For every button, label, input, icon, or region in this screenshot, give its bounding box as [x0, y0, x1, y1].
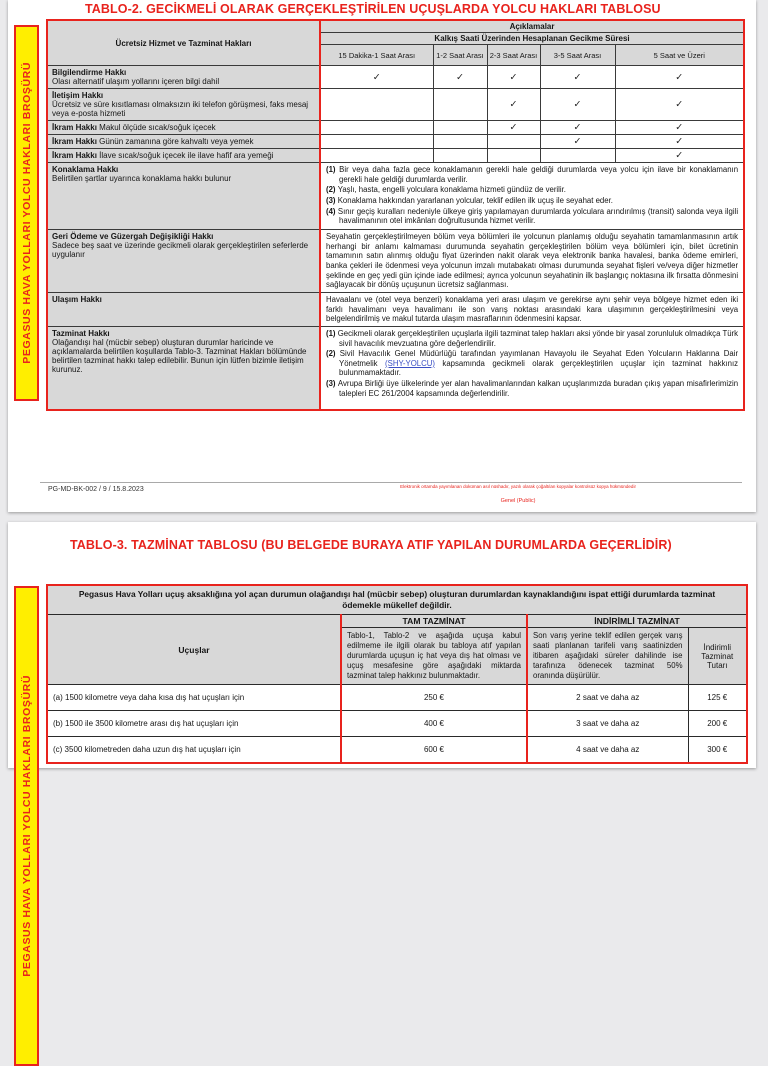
check-cell: ✓: [615, 135, 744, 149]
explanation-cell: [320, 229, 744, 292]
reduced-compensation-desc: Son varış yerine teklif edilen gerçek varış saati planlanan tarifeli varış saatinizden itibaren aşağıdaki süreler dahilinde ise tarafınıza ödenecek tazminat 50% oranında düşürülür.: [527, 627, 688, 685]
right-label-cell: [47, 121, 320, 135]
compensation-table: [46, 584, 748, 764]
document-page-1: [8, 0, 756, 512]
item-text: Avrupa Birliği üye ülkelerinde yer alan havalimanlarından kalkan uçuşlarımızda buradan çıkış yapan misafirlerimizin talepleri EC 261/2004 kapsamında değerlendirilir.: [337, 379, 739, 398]
right-row-konaklama: [47, 163, 744, 230]
right-desc: Makul ölçüde sıcak/soğuk içecek: [99, 123, 216, 132]
check-cell: ✓: [487, 66, 540, 89]
item-text: Gecikmeli olarak gerçekleştirilen uçuşlarla ilgili tazminat talep hakları aksi yönde bir yasal zorunluluk olmadıkça Türk sivil havacılık mevzuatına göre değerlendirilir.: [337, 328, 739, 348]
right-desc: Olağandışı hal (mücbir sebep) oluşturan durumlar haricinde ve açıklamalarda belirtilen koşullarda Tablo-3. Tazminat Hakları bölümünde belirtilen tazminat hakkı talep edilebilir. Bunun için lütfen bizimle iletişim kurunuz.: [52, 337, 307, 374]
check-cell: [433, 121, 487, 135]
numbered-item: [326, 196, 738, 206]
right-label-cell: [47, 326, 320, 410]
reduced-compensation-header: İNDİRİMLİ TAZMİNAT: [527, 614, 747, 627]
sidebar-banner: [14, 586, 39, 1066]
footer-divider: [40, 482, 742, 483]
right-desc: Olası alternatif ulaşım yollarını içeren bilgi dahil: [52, 77, 220, 86]
kalkis-header: Kalkış Saati Üzerinden Hesaplanan Gecikme Süresi: [320, 33, 744, 45]
check-cell: [433, 135, 487, 149]
numbered-item: [326, 349, 738, 378]
item-text: kapsamında gecikmeli olarak gerçekleştirilen uçuşlar için tazminat hakkınız bulunmamaktadır.: [339, 358, 739, 378]
check-cell: ✓: [540, 135, 615, 149]
table2-title: TABLO-2. GECİKMELİ OLARAK GERÇEKLEŞTİRİLEN UÇUŞLARDA YOLCU HAKLARI TABLOSU: [85, 2, 661, 16]
numbered-item: [326, 379, 738, 398]
check-cell: [540, 149, 615, 163]
reduced-amount-cell: 200 €: [688, 711, 747, 737]
table-row: [47, 737, 747, 763]
right-title: Konaklama Hakkı: [52, 165, 119, 174]
sidebar-banner-text: PEGASUS HAVA YOLLARI YOLCU HAKLARI BROŞÜRÜ: [20, 675, 33, 977]
right-row-geri-odeme: [47, 229, 744, 292]
item-text: Konaklama hakkından yararlanan yolcular, teklif edilen ilk uçuş ile seyahat eder.: [337, 195, 613, 205]
check-cell: [320, 149, 433, 163]
right-label-cell: [47, 229, 320, 292]
item-number: (1): [326, 165, 340, 174]
reduced-amount-cell: 125 €: [688, 685, 747, 711]
right-row-ulasim: [47, 292, 744, 326]
flight-category-cell: (b) 1500 ile 3500 kilometre arası dış hat uçuşları için: [47, 711, 341, 737]
right-label-cell: [47, 89, 320, 121]
item-text: Yaşlı, hasta, engelli yolculara konaklama hizmeti gündüz de verilir.: [337, 185, 566, 195]
footer-notice: Elektronik ortamda yayımlanan doküman asıl nüshadır, yazılı olarak çoğaltılan kopyalar kontrolsüz kopya hükmündedir: [400, 484, 636, 489]
delay-col-header: 3-5 Saat Arası: [540, 45, 615, 66]
numbered-item: [326, 185, 738, 195]
classification-label: Genel (Public): [500, 498, 536, 504]
intro-row: [47, 585, 747, 614]
right-row-iletisim: [47, 89, 744, 121]
time-window-cell: 2 saat ve daha az: [527, 685, 688, 711]
delay-col-header: 15 Dakika-1 Saat Arası: [320, 45, 433, 66]
right-title: Bilgilendirme Hakkı: [52, 68, 127, 77]
right-label-cell: [47, 135, 320, 149]
check-cell: ✓: [540, 121, 615, 135]
right-title: Tazminat Hakkı: [52, 328, 110, 338]
flights-header: Uçuşlar: [47, 614, 341, 685]
full-amount-cell: 400 €: [341, 711, 527, 737]
full-amount-cell: 600 €: [341, 737, 527, 763]
check-cell: [320, 135, 433, 149]
check-cell: ✓: [540, 89, 615, 121]
check-cell: ✓: [487, 121, 540, 135]
reduced-amount-cell: 300 €: [688, 737, 747, 763]
check-cell: ✓: [433, 66, 487, 89]
reduced-amount-header: İndirimli Tazminat Tutarı: [688, 627, 747, 685]
check-cell: [487, 149, 540, 163]
delay-col-header: 5 Saat ve Üzeri: [615, 45, 744, 66]
sidebar-banner-text: PEGASUS HAVA YOLLARI YOLCU HAKLARI BROŞÜRÜ: [20, 62, 33, 364]
shy-yolcu-link[interactable]: (SHY-YOLCU): [385, 358, 435, 368]
delay-col-header: 1-2 Saat Arası: [433, 45, 487, 66]
item-number: (3): [326, 379, 338, 389]
right-desc: Günün zamanına göre kahvaltı veya yemek: [99, 137, 254, 146]
explanation-cell: [320, 292, 744, 326]
numbered-item: [326, 165, 738, 184]
item-number: (1): [326, 328, 338, 338]
intro-cell: Pegasus Hava Yolları uçuş aksaklığına yol açan durumun olağandışı hal (mücbir sebep) oluşturan durumlardan kaynaklandığını ispat ettiği durumlarda tazminat ödemekle mükellef değildir.: [47, 585, 747, 614]
item-text: Sınır geçiş kuralları nedeniyle ülkeye giriş yapılamayan durumlarda yolculara arındırılmış (transit) salonda veya ilgili havalimanının otel imkânları doğrultusunda hizmet verilir.: [337, 206, 739, 226]
item-number: (4): [326, 206, 338, 216]
check-cell: [433, 89, 487, 121]
time-window-cell: 4 saat ve daha az: [527, 737, 688, 763]
full-compensation-header: TAM TAZMİNAT: [341, 614, 527, 627]
right-desc: Sadece beş saat ve üzerinde gecikmeli olarak gerçekleştirilen seferlerde uygulanır: [52, 240, 309, 259]
table-row: [47, 685, 747, 711]
check-cell: [433, 149, 487, 163]
explanation-cell: [320, 163, 744, 230]
flight-category-cell: (a) 1500 kilometre veya daha kısa dış hat uçuşları için: [47, 685, 341, 711]
flight-category-cell: (c) 3500 kilometreden daha uzun dış hat uçuşları için: [47, 737, 341, 763]
full-amount-cell: 250 €: [341, 685, 527, 711]
table-header-row: [47, 20, 744, 33]
left-column-header: Ücretsiz Hizmet ve Tazminat Hakları: [47, 20, 320, 66]
right-title: İkram Hakkı: [52, 123, 97, 132]
right-label-cell: [47, 66, 320, 89]
explanation-paragraph: Havaalanı ve (otel veya benzeri) konaklama yeri arası ulaşım ve gerekirse aynı şehir veya bölgeye hizmet eden iki farklı havalimanı veya havalimanı ile son varış noktası arasındaki kara ulaşımının gerçekleştirilmesini veya belgelendirilmiş ve makul tutarda ulaşım masraflarının ödenmesini kapsar.: [326, 294, 739, 324]
right-row-ikram-2: [47, 135, 744, 149]
right-label-cell: [47, 163, 320, 230]
item-text: Sivil Havacılık Genel Müdürlüğü tarafından yayımlanan Havayolu ile Seyahat Eden Yolcuların Haklarına Dair Yönetmelik: [339, 349, 739, 368]
right-label-cell: [47, 292, 320, 326]
right-title: İletişim Hakkı: [52, 91, 104, 100]
check-cell: [320, 89, 433, 121]
right-row-tazminat: [47, 326, 744, 410]
right-row-ikram-3: [47, 149, 744, 163]
item-number: (3): [326, 195, 338, 205]
right-desc: Ücretsiz ve süre kısıtlaması olmaksızın iki telefon görüşmesi, faks mesaj veya e-posta hizmeti: [52, 100, 309, 118]
full-compensation-desc: Tablo-1, Tablo-2 ve aşağıda uçuşa kabul edilmeme ile ilgili olarak bu tabloya atıf yapılan durumlarda uçuşun iç hat veya dış hat olması ve uçuş mesafesine göre aşağıdaki miktarda tazminat talep hakkınız bulunmaktadır.: [341, 627, 527, 685]
right-desc: İlave sıcak/soğuk içecek ile ilave hafif ara yemeği: [99, 151, 274, 160]
check-cell: ✓: [540, 66, 615, 89]
check-cell: ✓: [487, 89, 540, 121]
check-cell: [487, 135, 540, 149]
sidebar-banner: [14, 25, 39, 401]
check-cell: ✓: [320, 66, 433, 89]
right-title: İkram Hakkı: [52, 137, 97, 146]
right-title: Ulaşım Hakkı: [52, 294, 102, 304]
right-row-ikram-1: [47, 121, 744, 135]
right-title: İkram Hakkı: [52, 151, 97, 160]
table-row: [47, 711, 747, 737]
explanation-paragraph: Seyahatin gerçekleştirilmeyen bölüm veya bölümleri ile yolcunun planlamış olduğu seyahatin tamamlanmasının artık herhangi bir anlamı kalmaması durumunda seyahatin gerçekleştirilen bölüm veya bölümleri için, bilet ücretinin tamamının satın alınmış olduğu fiyat üzerinden nakit olarak veya elektronik banka havalesi, banka ödeme emirleri, banka çekleri ile ödenmesi veya yolcunun imzalı mutabakatı olması durumunda seyahat fişleri ve/veya diğer hizmetler şeklinde en geç yedi gün içinde iade edilmesi; ayrıca yolcunun seyahatinin ilk başlangıç noktasına ilk fırsatta dönmesini sağlayacak bir dönüş uçuşunun ücretsiz sağlanması.: [326, 231, 739, 290]
document-page-2: [8, 522, 756, 977]
numbered-item: [326, 207, 738, 226]
item-text: Bir veya daha fazla gece konaklamanın gerekli hale geldiği durumlarda veya yolcu için ilave bir konaklamanın gerekli hale geldiği durumlarda verilir.: [339, 165, 739, 184]
item-number: (2): [326, 349, 340, 359]
aciklamalar-header: Açıklamalar: [320, 20, 744, 33]
table3-title: TABLO-3. TAZMİNAT TABLOSU (BU BELGEDE BURAYA ATIF YAPILAN DURUMLARDA GEÇERLİDİR): [70, 538, 672, 552]
check-cell: ✓: [615, 149, 744, 163]
right-row-bilgilendirme: [47, 66, 744, 89]
check-cell: ✓: [615, 121, 744, 135]
check-cell: ✓: [615, 89, 744, 121]
right-label-cell: [47, 149, 320, 163]
time-window-cell: 3 saat ve daha az: [527, 711, 688, 737]
check-cell: ✓: [615, 66, 744, 89]
delayed-flights-rights-table: [46, 19, 745, 411]
document-code: PG-MD-BK-002 / 9 / 15.8.2023: [48, 486, 144, 493]
explanation-cell: [320, 326, 744, 410]
compensation-header-row: [47, 614, 747, 627]
right-title: Geri Ödeme ve Güzergah Değişikliği Hakkı: [52, 231, 214, 241]
check-cell: [320, 121, 433, 135]
right-desc: Belirtilen şartlar uyarınca konaklama hakkı bulunur: [52, 174, 232, 183]
delay-col-header: 2-3 Saat Arası: [487, 45, 540, 66]
numbered-item: [326, 329, 738, 348]
item-number: (2): [326, 185, 338, 195]
